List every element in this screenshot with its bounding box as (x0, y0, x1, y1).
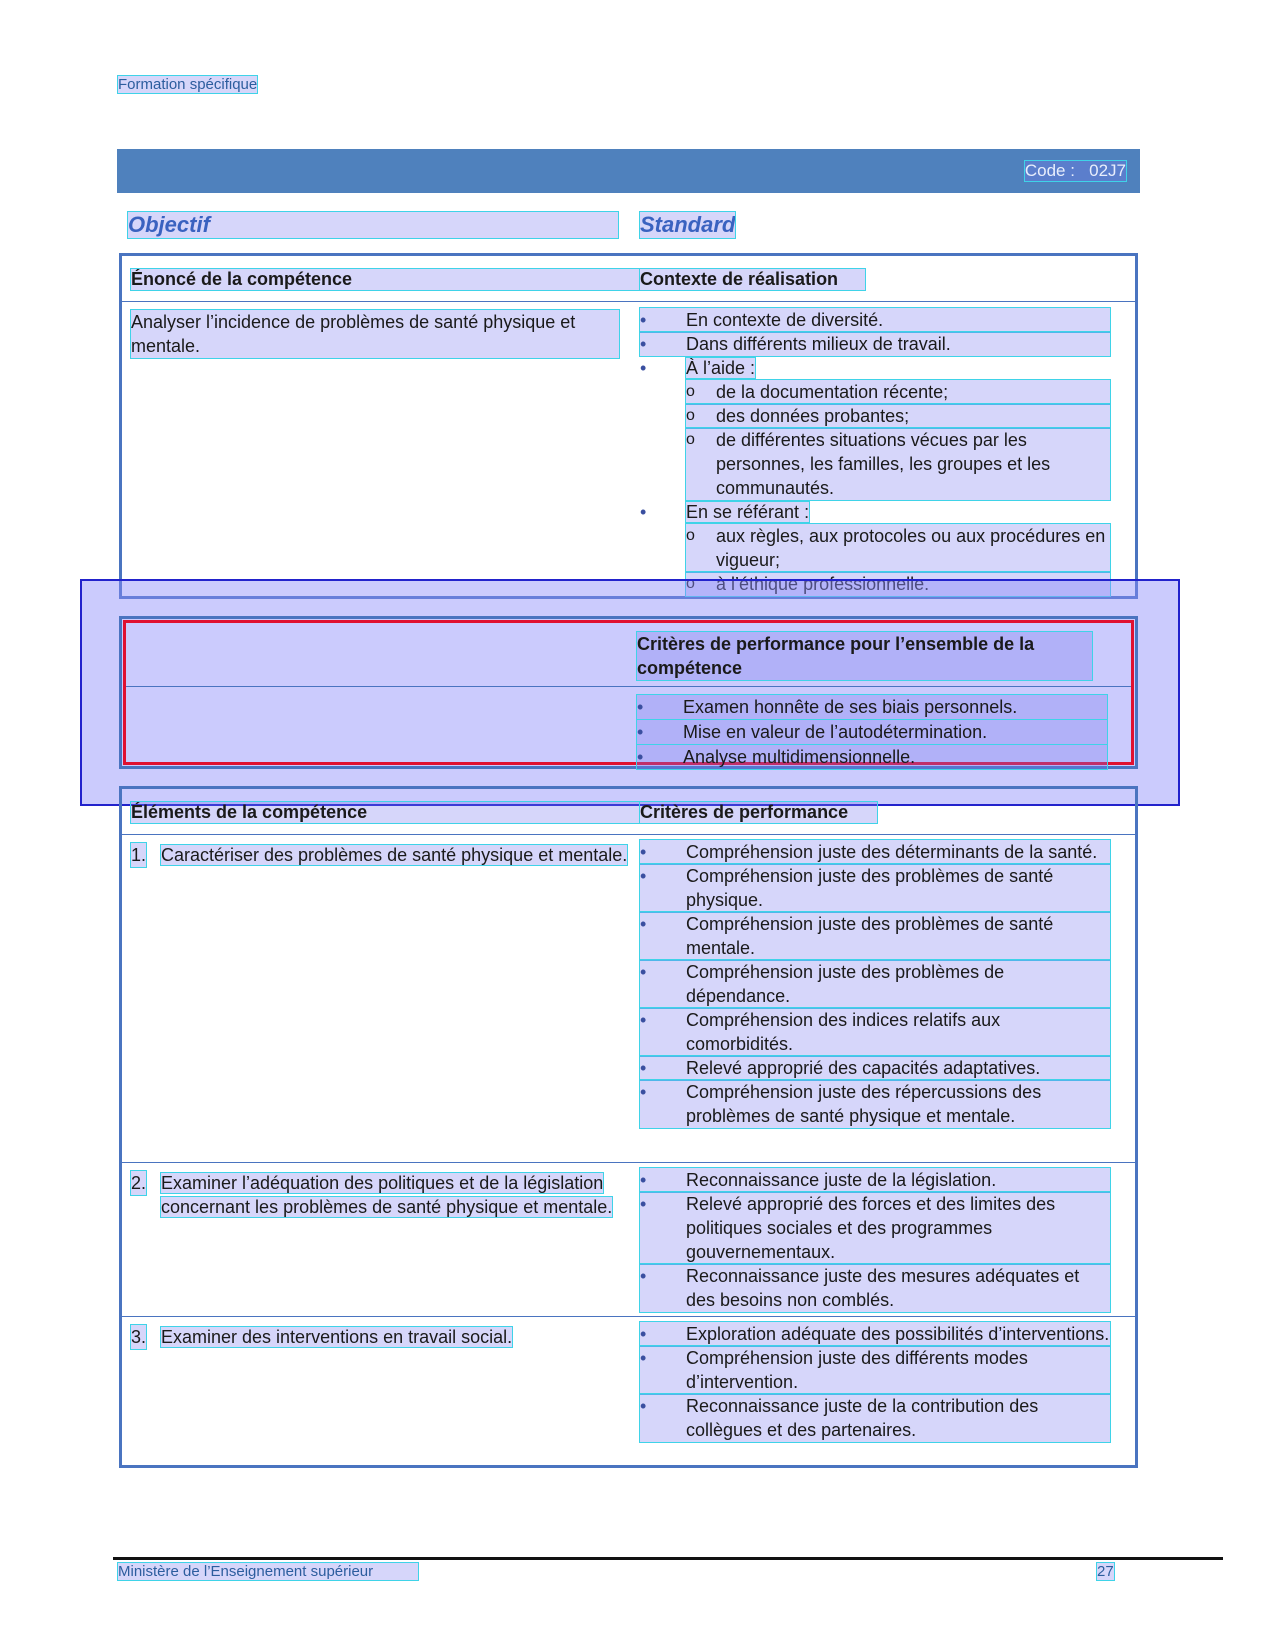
criteres-ensemble-item: • Analyse multidimensionnelle. (637, 745, 1107, 769)
critere-item: • Compréhension juste des problèmes de santé mentale. (640, 912, 1110, 960)
critere-item: • Compréhension juste des problèmes de santé physique. (640, 864, 1110, 912)
footer-ministry: Ministère de l’Enseignement supérieur (118, 1563, 418, 1580)
critere-item: • Exploration adéquate des possibilités d’interventions. (640, 1322, 1110, 1346)
criteres-ensemble-header: Critères de performance pour l’ensemble de la compétence (637, 632, 1092, 680)
criteres-ensemble-table (119, 616, 1138, 769)
competence-table-header (122, 256, 1135, 302)
enonce-header: Énoncé de la compétence (131, 269, 639, 290)
critere-item: • Compréhension juste des différents modes d’intervention. (640, 1346, 1110, 1394)
competence-table (119, 253, 1138, 599)
contexte-item: • En contexte de diversité. (640, 308, 1110, 332)
contexte-item-label: À l’aide : (686, 358, 756, 378)
code-label-text: Code : (1024, 161, 1075, 180)
element-number: 3. (131, 1327, 147, 1347)
contexte-subitem: o de différentes situations vécues par les personnes, les familles, les groupes et les communautés. (686, 428, 1110, 500)
footer-rule (113, 1557, 1223, 1560)
contexte-subitem: o aux règles, aux protocoles ou aux procédures en vigueur; (686, 524, 1110, 572)
element-criteres-list (640, 840, 1110, 1128)
contexte-item: • Dans différents milieux de travail. (640, 332, 1110, 356)
element-number: 2. (131, 1173, 147, 1193)
contexte-list (640, 308, 1110, 596)
contexte-subitem: o des données probantes; (686, 404, 1110, 428)
enonce-text: Analyser l’incidence de problèmes de santé physique et mentale. (131, 310, 619, 358)
element-description: Examiner des interventions en travail social. (161, 1327, 513, 1347)
code-bar (117, 149, 1140, 193)
objectif-title: Objectif (128, 212, 618, 238)
elements-header: Éléments de la compétence (131, 802, 639, 823)
standard-title: Standard (640, 212, 736, 237)
element-description: Caractériser des problèmes de santé physique et mentale. (161, 845, 628, 865)
criteres-header: Critères de performance (640, 802, 877, 823)
critere-item: • Reconnaissance juste de la législation. (640, 1168, 1110, 1192)
contexte-header: Contexte de réalisation (640, 269, 865, 290)
criteres-ensemble-highlight (123, 620, 1134, 765)
element-row (122, 835, 1135, 1163)
contexte-subitem: o de la documentation récente; (686, 380, 1110, 404)
critere-item: • Compréhension juste des répercussions des problèmes de santé physique et mentale. (640, 1080, 1110, 1128)
element-text (131, 843, 631, 867)
element-text (131, 1171, 631, 1219)
page-number: 27 (1097, 1563, 1114, 1580)
critere-item: • Relevé approprié des capacités adaptatives. (640, 1056, 1110, 1080)
element-row (122, 1163, 1135, 1317)
code-value: 02J7 (1089, 161, 1126, 180)
element-number: 1. (131, 845, 147, 865)
running-header: Formation spécifique (118, 76, 258, 93)
critere-item: • Reconnaissance juste de la contribution des collègues et des partenaires. (640, 1394, 1110, 1442)
element-row (122, 1317, 1135, 1467)
code-label (1025, 161, 1126, 181)
contexte-item-label: En se référant : (686, 502, 810, 522)
criteres-ensemble-item: • Mise en valeur de l’autodétermination. (637, 720, 1107, 744)
critere-item: • Compréhension juste des déterminants de la santé. (640, 840, 1110, 864)
critere-item: • Compréhension juste des problèmes de dépendance. (640, 960, 1110, 1008)
elements-table (119, 786, 1138, 1468)
critere-item: • Reconnaissance juste des mesures adéquates et des besoins non comblés. (640, 1264, 1110, 1312)
contexte-item (640, 356, 1110, 500)
criteres-ensemble-list (637, 695, 1107, 769)
element-text (131, 1325, 631, 1349)
competence-table-row (122, 302, 1135, 594)
elements-table-header (122, 789, 1135, 835)
criteres-ensemble-header-row (126, 623, 1131, 687)
critere-item: • Compréhension des indices relatifs aux comorbidités. (640, 1008, 1110, 1056)
element-criteres-list (640, 1168, 1110, 1312)
critere-item: • Relevé approprié des forces et des limites des politiques sociales et des programmes gouvernementaux. (640, 1192, 1110, 1264)
contexte-subitem: o à l’éthique professionnelle. (686, 572, 1110, 596)
element-criteres-list (640, 1322, 1110, 1442)
criteres-ensemble-item: • Examen honnête de ses biais personnels. (637, 695, 1107, 719)
element-description: Examiner l’adéquation des politiques et de la législation concernant les problèmes de santé physique et mentale. (161, 1173, 613, 1217)
